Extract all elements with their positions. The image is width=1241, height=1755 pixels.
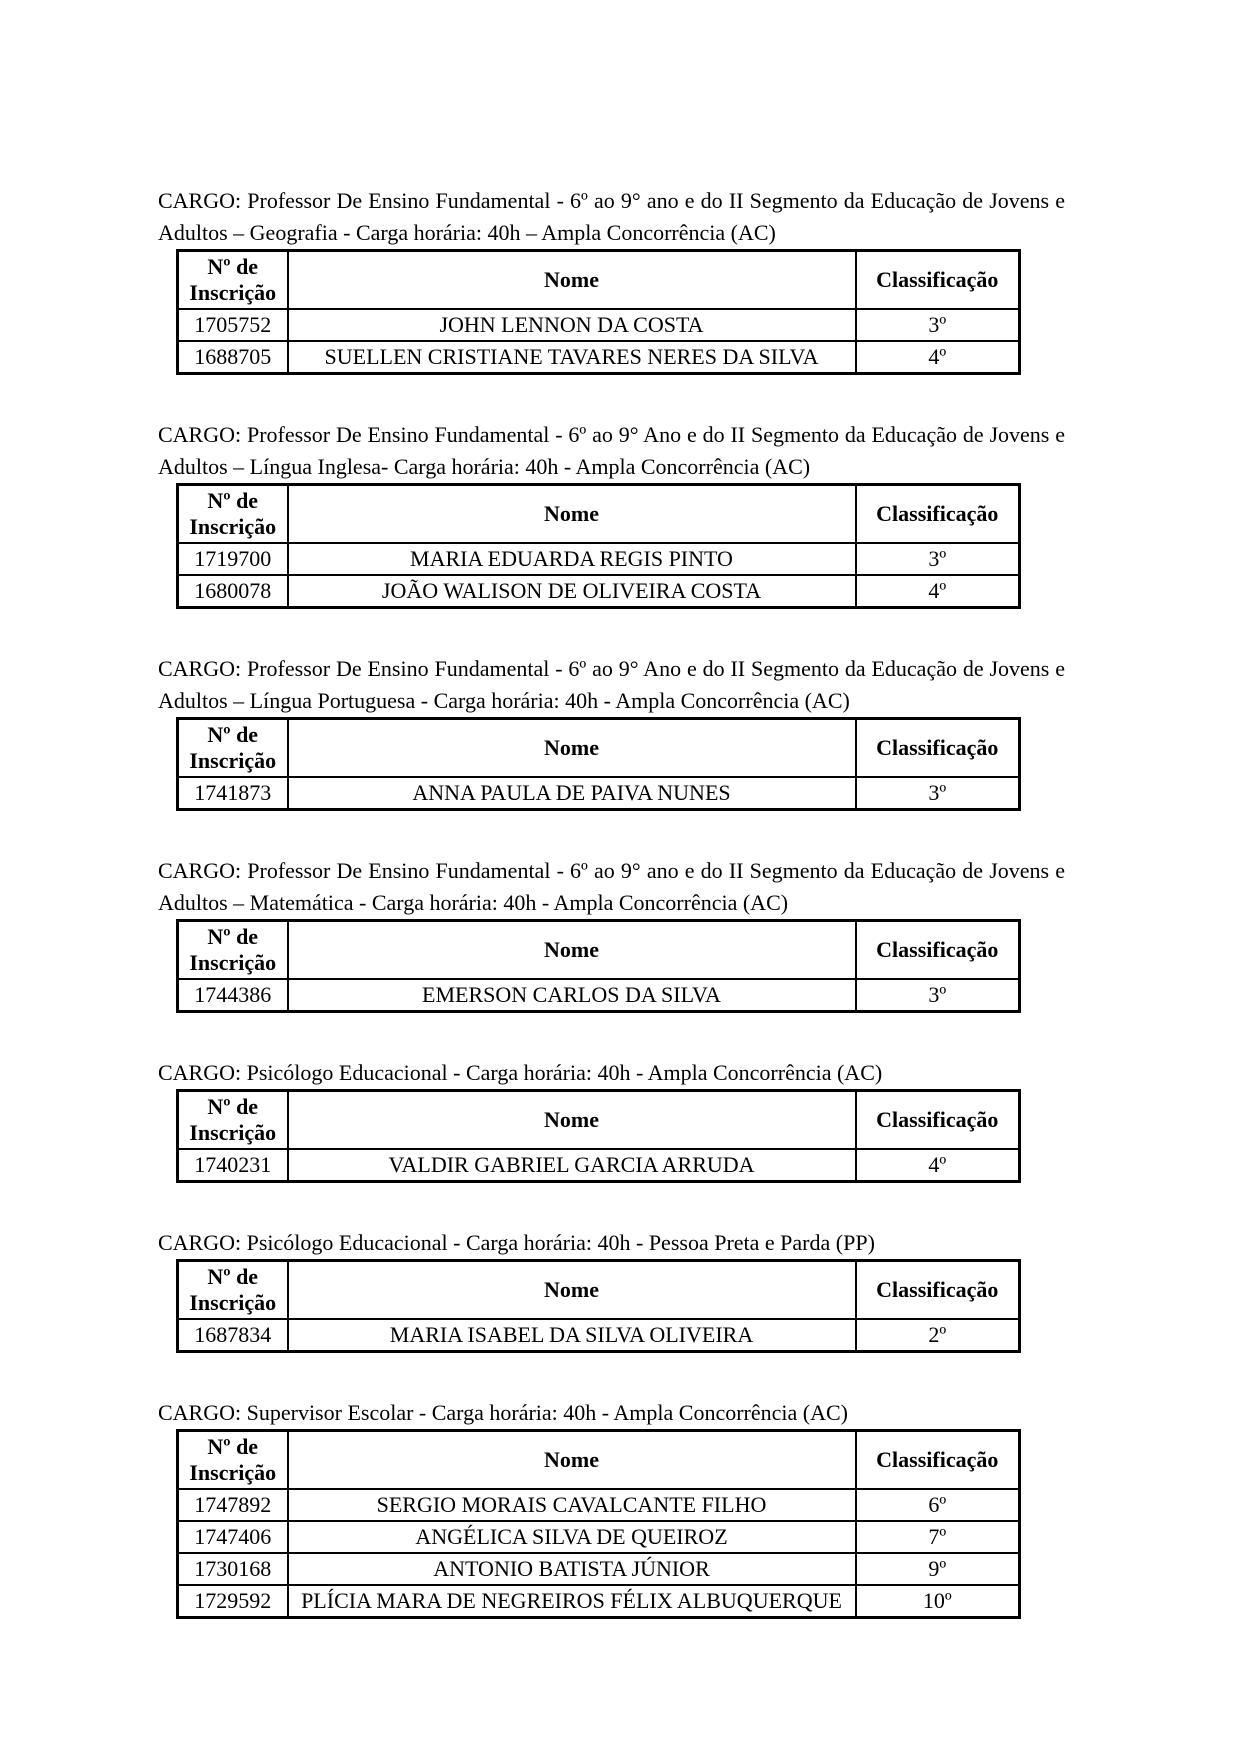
table-row (178, 1585, 1020, 1618)
table-header-row (178, 251, 1020, 310)
cargo-heading: CARGO: Psicólogo Educacional - Carga horária: 40h - Pessoa Preta e Parda (PP) (158, 1230, 875, 1255)
column-header-inscricao-line2: Inscrição (189, 748, 277, 773)
cell-nome: ANNA PAULA DE PAIVA NUNES (288, 777, 856, 810)
results-table (176, 483, 1021, 609)
column-header-inscricao-line1: Nº de (207, 722, 259, 747)
table-header-row (178, 1261, 1020, 1320)
cell-nome: SUELLEN CRISTIANE TAVARES NERES DA SILVA (288, 341, 856, 374)
column-header-inscricao-line2: Inscrição (189, 280, 277, 305)
cell-classificacao: 3º (856, 309, 1020, 341)
section-geografia (158, 185, 1065, 375)
column-header-nome: Nome (288, 485, 856, 544)
cell-classificacao: 2º (856, 1319, 1020, 1352)
column-header-inscricao (178, 719, 288, 778)
cell-inscricao: 1705752 (178, 309, 288, 341)
column-header-classificacao: Classificação (856, 1091, 1020, 1150)
cell-nome: MARIA EDUARDA REGIS PINTO (288, 543, 856, 575)
section-supervisor-escolar (158, 1397, 1065, 1619)
table-row (178, 1489, 1020, 1521)
column-header-classificacao: Classificação (856, 485, 1020, 544)
column-header-nome: Nome (288, 921, 856, 980)
column-header-classificacao: Classificação (856, 1261, 1020, 1320)
column-header-inscricao-line2: Inscrição (189, 1460, 277, 1485)
column-header-inscricao-line1: Nº de (207, 1434, 259, 1459)
table-row (178, 543, 1020, 575)
cell-classificacao: 9º (856, 1553, 1020, 1585)
column-header-nome: Nome (288, 251, 856, 310)
cell-inscricao: 1680078 (178, 575, 288, 608)
cell-classificacao: 10º (856, 1585, 1020, 1618)
column-header-inscricao (178, 485, 288, 544)
table-row (178, 575, 1020, 608)
column-header-classificacao: Classificação (856, 921, 1020, 980)
results-table (176, 717, 1021, 811)
results-table (176, 1259, 1021, 1353)
column-header-nome: Nome (288, 1431, 856, 1490)
cargo-heading: CARGO: Professor De Ensino Fundamental - 6º ao 9° ano e do II Segmento da Educação de Jovens e Adultos – Geografia - Carga horária: 40h – Ampla Concorrência (AC) (158, 188, 1065, 245)
section-lingua-inglesa (158, 419, 1065, 609)
column-header-inscricao-line1: Nº de (207, 1094, 259, 1119)
section-lingua-portuguesa (158, 653, 1065, 811)
table-row (178, 341, 1020, 374)
cell-inscricao: 1744386 (178, 979, 288, 1012)
cell-classificacao: 4º (856, 1149, 1020, 1182)
cell-classificacao: 3º (856, 979, 1020, 1012)
table-header-row (178, 1431, 1020, 1490)
cell-nome: JOHN LENNON DA COSTA (288, 309, 856, 341)
cell-nome: SERGIO MORAIS CAVALCANTE FILHO (288, 1489, 856, 1521)
results-table (176, 249, 1021, 375)
cell-nome: PLÍCIA MARA DE NEGREIROS FÉLIX ALBUQUERQUE (288, 1585, 856, 1618)
column-header-inscricao (178, 1431, 288, 1490)
table-header-row (178, 719, 1020, 778)
table-header-row (178, 485, 1020, 544)
table-row (178, 777, 1020, 810)
table-row (178, 1553, 1020, 1585)
results-table (176, 919, 1021, 1013)
cell-nome: ANTONIO BATISTA JÚNIOR (288, 1553, 856, 1585)
column-header-nome: Nome (288, 1261, 856, 1320)
cell-inscricao: 1687834 (178, 1319, 288, 1352)
column-header-inscricao-line2: Inscrição (189, 950, 277, 975)
table-row (178, 979, 1020, 1012)
column-header-inscricao-line2: Inscrição (189, 1290, 277, 1315)
column-header-inscricao-line1: Nº de (207, 1264, 259, 1289)
column-header-nome: Nome (288, 719, 856, 778)
table-header-row (178, 1091, 1020, 1150)
cell-nome: MARIA ISABEL DA SILVA OLIVEIRA (288, 1319, 856, 1352)
column-header-inscricao (178, 1091, 288, 1150)
table-row (178, 1149, 1020, 1182)
cell-inscricao: 1719700 (178, 543, 288, 575)
cell-nome: VALDIR GABRIEL GARCIA ARRUDA (288, 1149, 856, 1182)
column-header-inscricao-line2: Inscrição (189, 1120, 277, 1145)
cell-inscricao: 1730168 (178, 1553, 288, 1585)
cell-classificacao: 4º (856, 575, 1020, 608)
cell-inscricao: 1729592 (178, 1585, 288, 1618)
cell-inscricao: 1740231 (178, 1149, 288, 1182)
section-matematica (158, 855, 1065, 1013)
column-header-nome: Nome (288, 1091, 856, 1150)
table-header-row (178, 921, 1020, 980)
cell-inscricao: 1747406 (178, 1521, 288, 1553)
cargo-heading: CARGO: Professor De Ensino Fundamental - 6º ao 9° Ano e do II Segmento da Educação de Jovens e Adultos – Língua Inglesa- Carga horária: 40h - Ampla Concorrência (AC) (158, 422, 1065, 479)
cell-inscricao: 1747892 (178, 1489, 288, 1521)
cell-classificacao: 7º (856, 1521, 1020, 1553)
column-header-inscricao-line1: Nº de (207, 254, 259, 279)
column-header-classificacao: Classificação (856, 1431, 1020, 1490)
column-header-inscricao (178, 921, 288, 980)
cell-nome: ANGÉLICA SILVA DE QUEIROZ (288, 1521, 856, 1553)
cargo-heading: CARGO: Supervisor Escolar - Carga horária: 40h - Ampla Concorrência (AC) (158, 1400, 848, 1425)
cell-inscricao: 1688705 (178, 341, 288, 374)
cargo-heading: CARGO: Psicólogo Educacional - Carga horária: 40h - Ampla Concorrência (AC) (158, 1060, 883, 1085)
column-header-inscricao-line1: Nº de (207, 488, 259, 513)
section-psicologo-pp (158, 1227, 1065, 1353)
table-row (178, 309, 1020, 341)
column-header-inscricao-line1: Nº de (207, 924, 259, 949)
table-row (178, 1319, 1020, 1352)
table-row (178, 1521, 1020, 1553)
cell-classificacao: 3º (856, 543, 1020, 575)
section-psicologo-ac (158, 1057, 1065, 1183)
results-table (176, 1089, 1021, 1183)
cell-classificacao: 3º (856, 777, 1020, 810)
results-table (176, 1429, 1021, 1619)
cargo-heading: CARGO: Professor De Ensino Fundamental - 6º ao 9° Ano e do II Segmento da Educação de Jovens e Adultos – Língua Portuguesa - Carga horária: 40h - Ampla Concorrência (AC) (158, 656, 1065, 713)
column-header-inscricao (178, 251, 288, 310)
column-header-inscricao (178, 1261, 288, 1320)
column-header-classificacao: Classificação (856, 719, 1020, 778)
cell-nome: JOÃO WALISON DE OLIVEIRA COSTA (288, 575, 856, 608)
cell-nome: EMERSON CARLOS DA SILVA (288, 979, 856, 1012)
cell-classificacao: 6º (856, 1489, 1020, 1521)
cell-classificacao: 4º (856, 341, 1020, 374)
column-header-inscricao-line2: Inscrição (189, 514, 277, 539)
cargo-heading: CARGO: Professor De Ensino Fundamental - 6º ao 9° ano e do II Segmento da Educação de Jovens e Adultos – Matemática - Carga horária: 40h - Ampla Concorrência (AC) (158, 858, 1065, 915)
cell-inscricao: 1741873 (178, 777, 288, 810)
column-header-classificacao: Classificação (856, 251, 1020, 310)
